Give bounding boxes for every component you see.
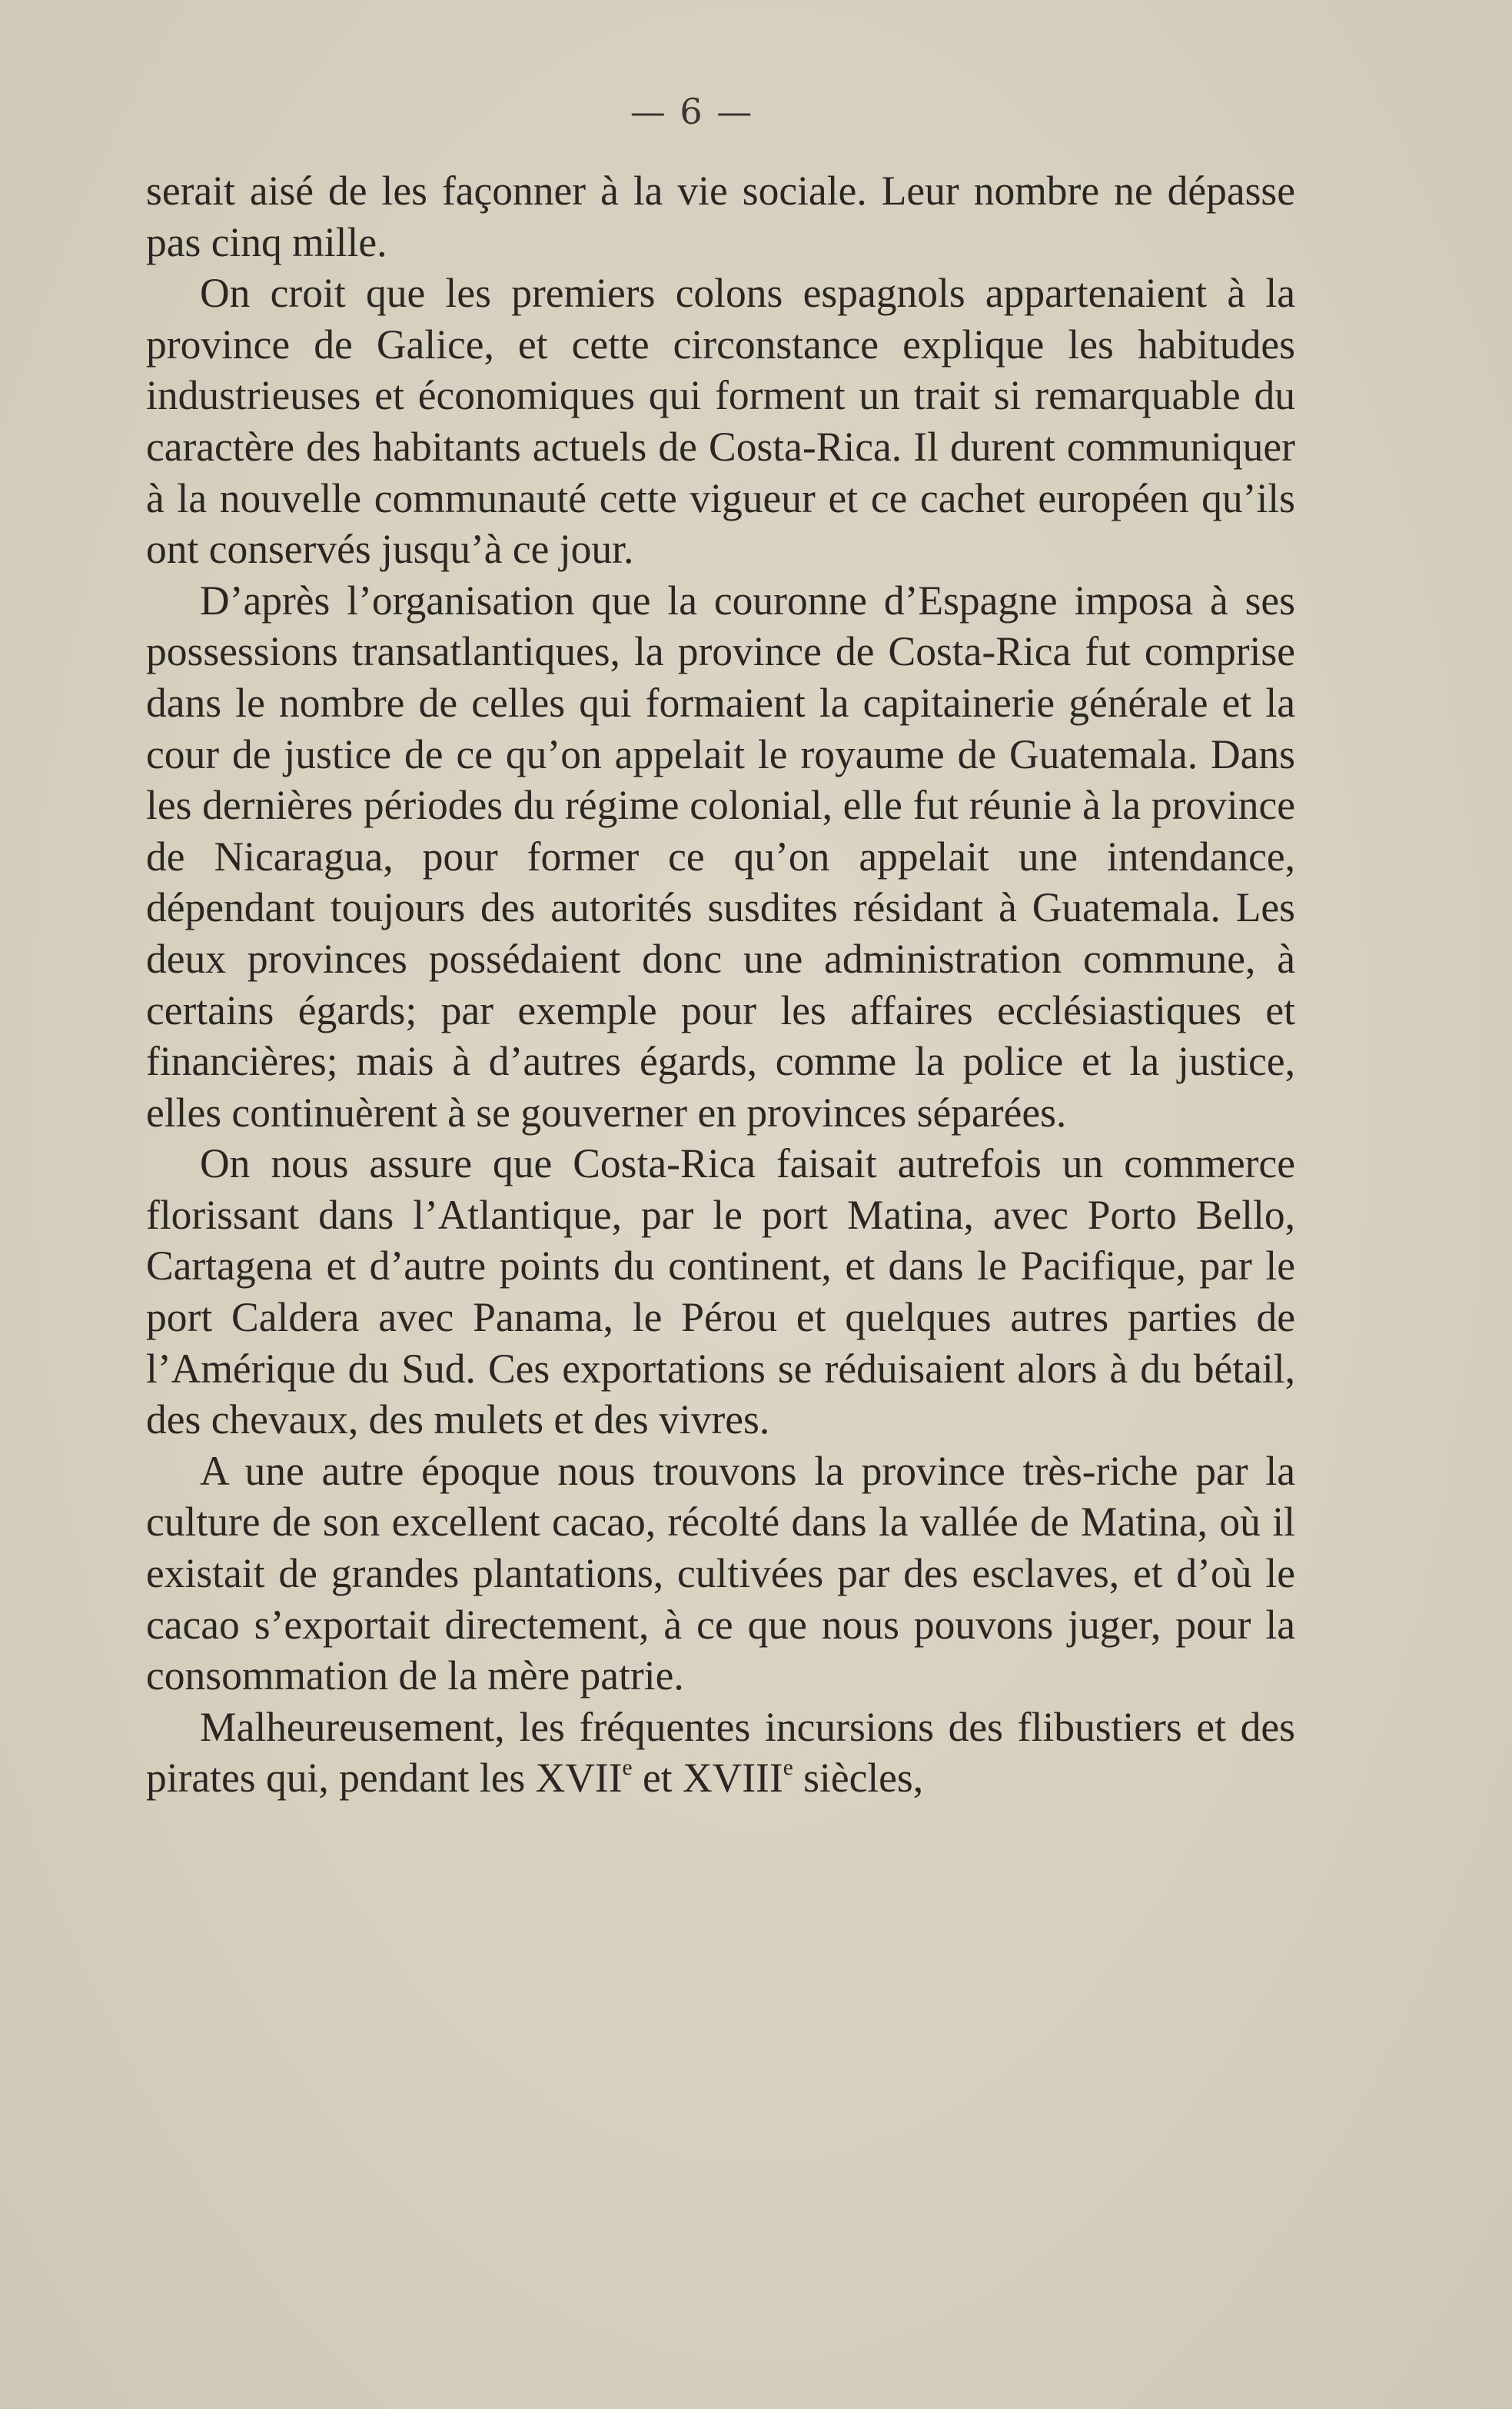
century-superscript-2: e: [783, 1755, 793, 1781]
paragraph-commerce: On nous assure que Costa-Rica faisait autrefois un commerce florissant dans l’Atlantique, par le port Matina, avec Porto Bello, Cartagena et d’autre points du continent, et dans le Pacifique, par le port Caldera avec Panama, le Pérou et quelques autres parties de l’Amérique du Sud. Ces exportations se réduisaient alors à du bétail, des chevaux, des mulets et des vivres.: [146, 1140, 1295, 1443]
body-text: [146, 165, 1295, 1804]
century-superscript-1: e: [622, 1755, 633, 1781]
paragraph-flibustiers: [146, 1702, 1295, 1804]
paragraph-cacao: A une autre époque nous trouvons la province très-riche par la culture de son excellent cacao, récolté dans la vallée de Matina, où il existait de grandes plantations, cultivées par des esclaves, et d’où le cacao s’exportait directement, à ce que nous pouvons juger, pour la consommation de la mère patrie.: [146, 1447, 1295, 1699]
paragraph-colons-galice: On croit que les premiers colons espagnols appartenaient à la province de Galice, et cette circonstance explique les habitudes industrieuses et économiques qui forment un trait si remarquable du caractère des habitants actuels de Costa-Rica. Il durent communiquer à la nouvelle communauté cette vigueur et ce cachet européen qu’ils ont conservés jusqu’à ce jour.: [146, 270, 1295, 573]
flibustiers-text-middle: et XVIII: [632, 1755, 783, 1802]
paragraph-continuation: serait aisé de les façonner à la vie sociale. Leur nombre ne dépasse pas cinq mille.: [146, 168, 1295, 265]
flibustiers-text-before: Malheureusement, les fréquentes incursions des flibustiers et des pirates qui, pendant les XVII: [146, 1703, 1295, 1802]
paragraph-organisation: D’après l’organisation que la couronne d’Espagne imposa à ses possessions transatlantiques, la province de Costa-Rica fut comprise dans le nombre de celles qui formaient la capitainerie générale et la cour de justice de ce qu’on appelait le royaume de Guatemala. Dans les dernières périodes du régime colonial, elle fut réunie à la province de Nicaragua, pour former ce qu’on appelait une intendance, dépendant toujours des autorités susdites résidant à Guatemala. Les deux provinces possédaient donc une administration commune, à certains égards; par exemple pour les affaires ecclésiastiques et financières; mais à d’autres égards, comme la police et la justice, elles continuèrent à se gouverner en provinces séparées.: [146, 577, 1295, 1136]
flibustiers-text-after: siècles,: [793, 1755, 924, 1802]
page-number: — 6 —: [630, 91, 754, 132]
